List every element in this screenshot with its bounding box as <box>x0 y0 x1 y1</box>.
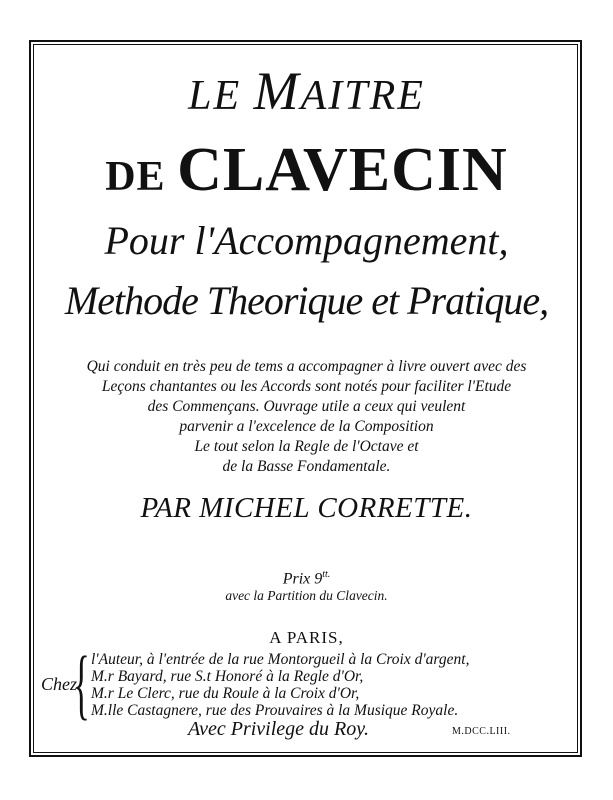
publisher-address: M.r Bayard, rue S.t Honoré à la Regle d'Or, <box>91 668 364 685</box>
publisher-address: l'Auteur, à l'entrée de la rue Montorgueil à la Croix d'argent, <box>91 651 470 668</box>
description-line: parvenir a l'excelence de la Composition <box>179 418 434 435</box>
subtitle-line-2: Methode Theorique et Pratique, <box>64 278 549 323</box>
subtitle-line-1: Pour l'Accompagnement, <box>104 218 509 263</box>
description-line: des Commençans. Ouvrage utile a ceux qui veulent <box>147 398 466 415</box>
description-line: de la Basse Fondamentale. <box>222 458 391 475</box>
price-note: avec la Partition du Clavecin. <box>225 588 388 603</box>
title-line-1: LE MAITRE <box>188 61 425 121</box>
description-line: Le tout selon la Regle de l'Octave et <box>194 438 419 455</box>
privilege-line: Avec Privilege du Roy. <box>188 718 370 740</box>
publisher-address: M.r Le Clerc, rue du Roule à la Croix d'Or, <box>91 685 360 702</box>
publication-date: M.DCC.LIII. <box>452 726 511 737</box>
title-line-2: DE CLAVECIN <box>105 136 508 204</box>
publisher-city: A PARIS, <box>269 628 344 647</box>
publisher-address: M.lle Castagnere, rue des Prouvaires à la Musique Royale. <box>91 702 459 719</box>
author-line: PAR MICHEL CORRETTE. <box>140 492 473 524</box>
description-line: Leçons chantantes ou les Accords sont notés pour faciliter l'Etude <box>101 378 512 395</box>
description-line: Qui conduit en très peu de tems a accompagner à livre ouvert avec des <box>86 358 527 375</box>
brace-glyph: { <box>73 640 90 727</box>
publisher-chez: Chez <box>41 674 77 694</box>
price-line: Prix $9^{tt.}$ <box>282 569 331 588</box>
